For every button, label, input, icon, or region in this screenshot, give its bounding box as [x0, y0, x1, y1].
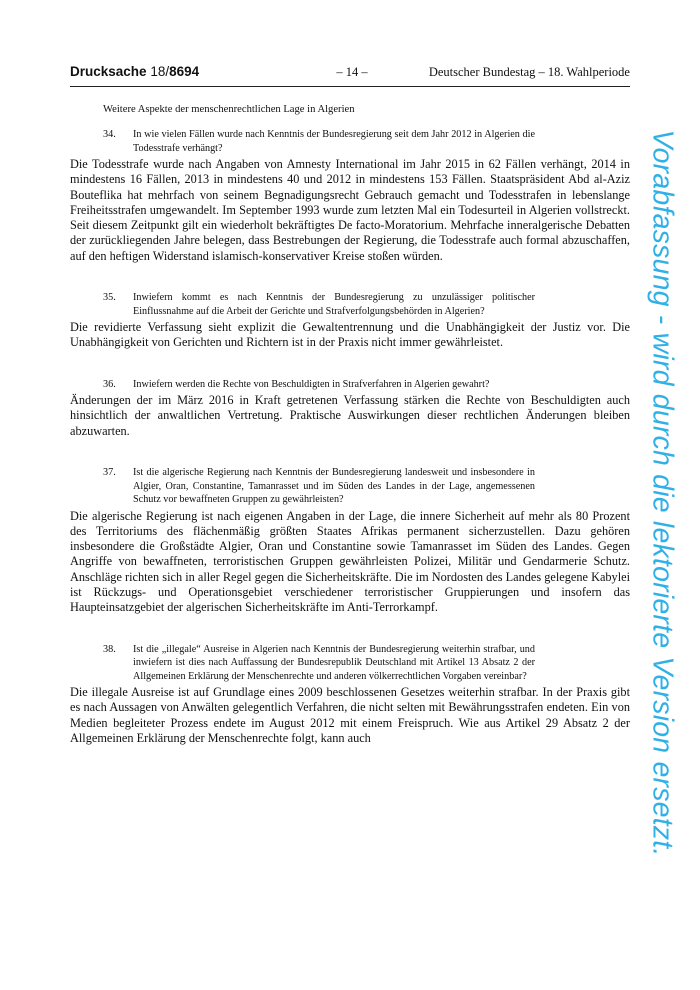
question-number: 37. — [103, 467, 116, 479]
question-34 — [70, 128, 630, 155]
answer-35: Die revidierte Verfassung sieht explizit die Gewaltentrennung und die Unabhängigkeit der Justiz vor. Die Unabhängigkeit von Gerichten und Richtern ist in der Praxis nicht immer gewährleistet. — [70, 320, 630, 350]
question-38 — [70, 643, 630, 684]
question-number: 36. — [103, 378, 116, 390]
doc-number-prefix: 18/ — [150, 64, 170, 79]
question-text: Ist die „illegale“ Ausreise in Algerien nach Kenntnis der Bundesregierung weiterhin strafbar, und inwiefern ist dies nach Auffassung der Bundesrepublik Deutschland mit Artikel 13 Absatz 2 der Allgemeinen Erklärung der Menschenrechte und anderen völkerrechtlichen Vorgaben vereinbar? — [133, 643, 535, 682]
answer-38: Die illegale Ausreise ist auf Grundlage eines 2009 beschlossenen Gesetzes weiterhin strafbar. In der Praxis gibt es nach Aussagen von Anwälten gelegentlich Verfahren, die nicht selten mit Bewährungsstrafen endeten. Ein von Medien begleiteter Prozess endete im August 2012 mit einem Freispruch. Wie aus Artikel 29 Absatz 2 der Allgemeinen Erklärung der Menschenrechte folgt, kann auch — [70, 685, 630, 746]
question-text: Ist die algerische Regierung nach Kenntnis der Bundesregierung landesweit und insbesondere in Algier, Oran, Constantine, Tamanrasset und im Süden des Landes in der Lage, angemessenen Schutz vor bewaffneten Gruppen zu gewährleisten? — [133, 467, 535, 506]
question-number: 34. — [103, 129, 116, 140]
question-36 — [70, 378, 630, 392]
document-body — [70, 103, 630, 746]
doc-number: 8694 — [169, 64, 200, 79]
answer-37: Die algerische Regierung ist nach eigenen Angaben in der Lage, die innere Sicherheit auf mehr als 80 Prozent des Territoriums des flächenmäßig größten Staates Afrikas permanent sicherzustellen. Dazu gehören insbesondere die Großstädte Algier, Oran und Constantine sowie Tamanrasset im Süden des Landes. Gegen Angriffe von bewaffneten, terroristischen Gruppen gewährleisten Polizei, Militär und Gendarmerie Schutz. Anschläge richten sich in aller Regel gegen die Sicherheitskräfte. Die im Nordosten des Landes gelegene Kabylei ist Rückzugs- und Operationsgebiet verschiedener terroristischer Gruppierungen und insofern das Haupteinsatzgebiet der algerischen Sicherheitskräfte im Anti-Terrorkampf. — [70, 508, 630, 615]
question-text: Inwiefern werden die Rechte von Beschuldigten in Strafverfahren in Algerien gewahrt? — [133, 378, 490, 390]
draft-watermark — [642, 98, 682, 888]
watermark-text: Vorabfassung - wird durch die lektorierte Version ersetzt. — [646, 129, 679, 857]
question-35 — [70, 291, 630, 318]
question-text: In wie vielen Fällen wurde nach Kenntnis der Bundesregierung seit dem Jahr 2012 in Algerien die Todesstrafe verhängt? — [133, 129, 535, 154]
answer-34: Die Todesstrafe wurde nach Angaben von Amnesty International im Jahr 2015 in 62 Fällen verhängt, 2014 in mindestens 16 Fällen, 2013 in mindestens 40 und 2012 in mindestens 153 Fällen. Staatspräsident Abd al-Aziz Bouteflika hat mehrfach von seinem Begnadigungsrecht Gebrauch gemacht und Todesstrafen in lebenslange Freiheitsstrafen umgewandelt. Im September 1993 wurde zum letzten Mal ein Todesurteil in Algerien vollstreckt. Seit diesem Zeitpunkt gilt ein wiederholt bekräftigtes De facto-Moratorium. Mehrfache inneralgerische Debatten der zurückliegenden Jahre belegen, dass Bestrebungen der Regierung, die Todesstrafe auch formal abzuschaffen, auf den heftigen Widerstand islamisch-konservativer Kreise stoßen würden. — [70, 157, 630, 263]
question-number: 38. — [103, 643, 116, 655]
question-number: 35. — [103, 292, 116, 304]
question-37 — [70, 466, 630, 507]
page-number: – 14 – — [336, 65, 368, 79]
question-text: Inwiefern kommt es nach Kenntnis der Bundesregierung zu unzulässiger politischer Einflussnahme auf die Arbeit der Gerichte und Strafverfolgungsbehörden in Algerien? — [133, 292, 535, 317]
institution-label: Deutscher Bundestag – 18. Wahlperiode — [428, 65, 630, 79]
page-header — [70, 64, 630, 87]
answer-36: Änderungen der im März 2016 in Kraft getretenen Verfassung stärken die Rechte von Beschuldigten auch hinsichtlich der anwaltlichen Vertretung. Praktische Auswirkungen dieser rechtlichen Änderungen bleiben abzuwarten. — [70, 393, 630, 438]
doc-label: Drucksache — [70, 64, 147, 79]
document-number — [70, 64, 199, 79]
section-title: Weitere Aspekte der menschenrechtlichen Lage in Algerien — [103, 104, 355, 115]
